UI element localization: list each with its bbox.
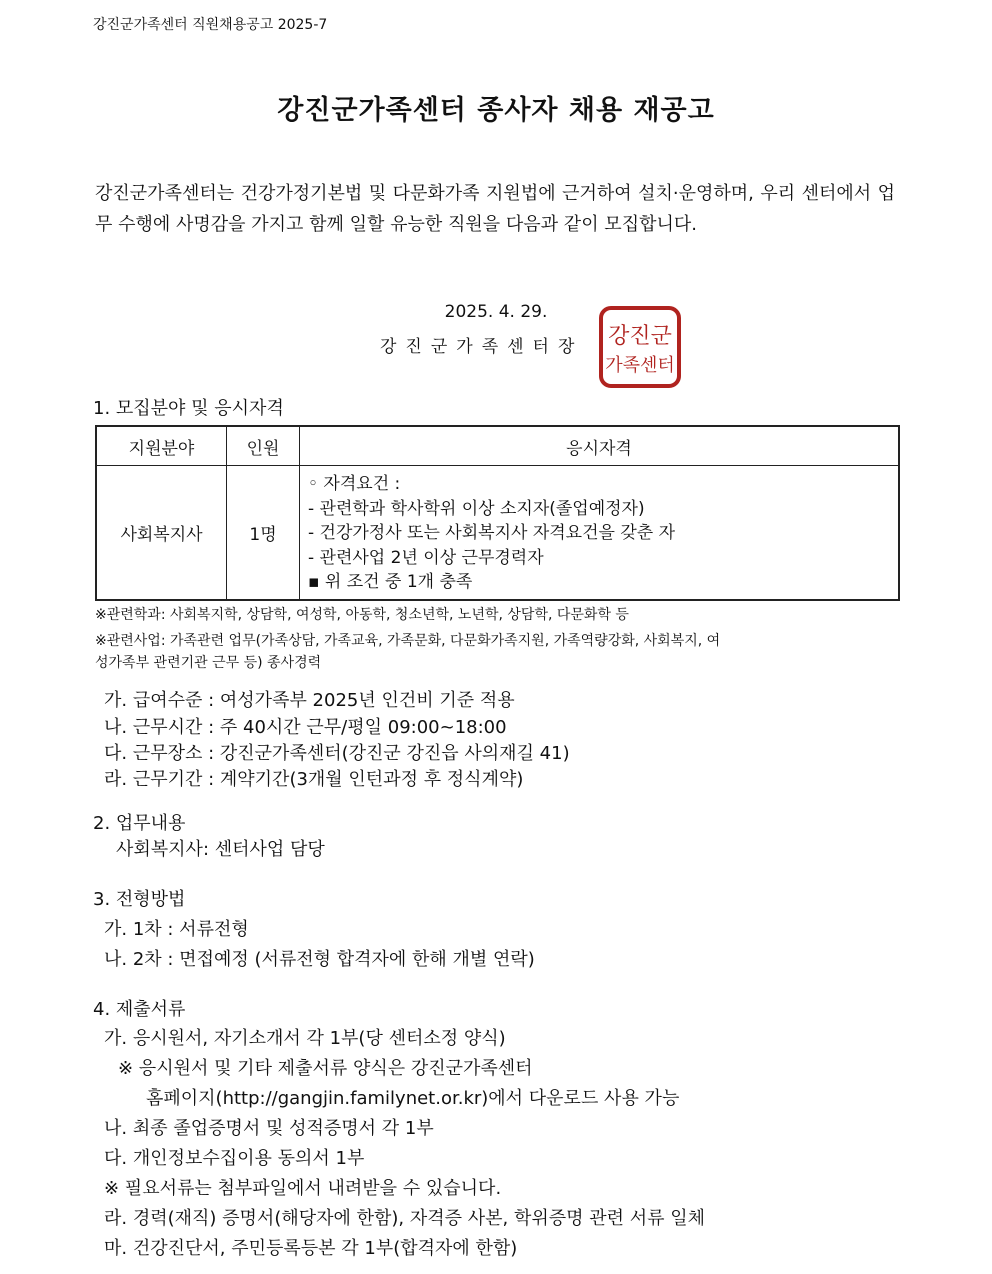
requirement-item: ▪ 위 조건 중 1개 충족 [308,572,473,592]
list-item: 홈페이지(http://gangjin.familynet.or.kr)에서 다운로드 사용 가능 [146,1088,680,1109]
list-item: 다. 근무장소 : 강진군가족센터(강진군 강진읍 사의재길 41) [104,743,570,764]
seal-text-line-1: 강진군 [608,324,672,349]
list-item: 사회복지사: 센터사업 담당 [116,839,325,860]
document-header: 강진군가족센터 직원채용공고 2025-7 [93,17,328,33]
intro-paragraph: 강진군가족센터는 건강가정기본법 및 다문화가족 지원법에 근거하여 설치·운영하며, 우리 센터에서 업무 수행에 사명감을 가지고 함께 일할 유능한 직원을 다음과 같이 모집합니다. [95,183,895,235]
table-cell-field: 사회복지사 [96,466,227,600]
list-item: 라. 근무기간 : 계약기간(3개월 인턴과정 후 정식계약) [104,769,524,790]
list-item: 나. 2차 : 면접예정 (서류전형 합격자에 한해 개별 연락) [104,949,535,970]
requirement-item: - 관련학과 학사학위 이상 소지자(졸업예정자) [308,498,645,519]
section-4-heading: 4. 제출서류 [93,999,186,1020]
official-seal-icon [598,305,682,389]
table-row [96,466,899,600]
note-related-work-cont: 성가족부 관련기관 근무 등) 종사경력 [95,655,322,671]
table-header-field: 지원분야 [96,426,227,466]
note-related-work: ※관련사업: 가족관련 업무(가족상담, 가족교육, 가족문화, 다문화가족지원, 가족역량강화, 사회복지, 여 [95,633,721,649]
page-title: 강진군가족센터 종사자 채용 재공고 [277,95,715,126]
list-item: 마. 건강진단서, 주민등록등본 각 1부(합격자에 한함) [104,1238,518,1259]
section-2-heading: 2. 업무내용 [93,813,186,834]
list-item: 나. 근무시간 : 주 40시간 근무/평일 09:00~18:00 [104,717,507,738]
list-item: 가. 1차 : 서류전형 [104,919,249,940]
notice-date: 2025. 4. 29. [444,302,548,322]
recruitment-table [95,425,900,601]
section-1-heading: 1. 모집분야 및 응시자격 [93,398,284,419]
list-item: 라. 경력(재직) 증명서(해당자에 한함), 자격증 사본, 학위증명 관련 서류 일체 [104,1208,705,1229]
list-item: 가. 급여수준 : 여성가족부 2025년 인건비 기준 적용 [104,690,515,711]
requirement-item: - 관련사업 2년 이상 근무경력자 [308,547,544,568]
list-item: 가. 응시원서, 자기소개서 각 1부(당 센터소정 양식) [104,1028,506,1049]
table-cell-requirements [300,466,900,600]
issuer-name: 강진군가족센터장 [380,337,584,357]
table-header-row [96,426,899,466]
table-header-qualification: 응시자격 [300,426,900,466]
list-item: 다. 개인정보수집이용 동의서 1부 [104,1148,365,1169]
list-item: ※ 응시원서 및 기타 제출서류 양식은 강진군가족센터 [118,1058,533,1079]
note-related-majors: ※관련학과: 사회복지학, 상담학, 여성학, 아동학, 청소년학, 노년학, 상담학, 다문화학 등 [95,607,629,623]
seal-text-line-2: 가족센터 [605,355,675,376]
requirement-item: - 건강가정사 또는 사회복지사 자격요건을 갖춘 자 [308,523,675,543]
section-3-heading: 3. 전형방법 [93,889,186,910]
requirement-item: ◦ 자격요건 : [308,474,401,494]
table-header-count: 인원 [227,426,300,466]
list-item: 나. 최종 졸업증명서 및 성적증명서 각 1부 [104,1118,434,1139]
list-item: ※ 필요서류는 첨부파일에서 내려받을 수 있습니다. [104,1178,502,1199]
table-cell-count: 1명 [227,466,300,600]
